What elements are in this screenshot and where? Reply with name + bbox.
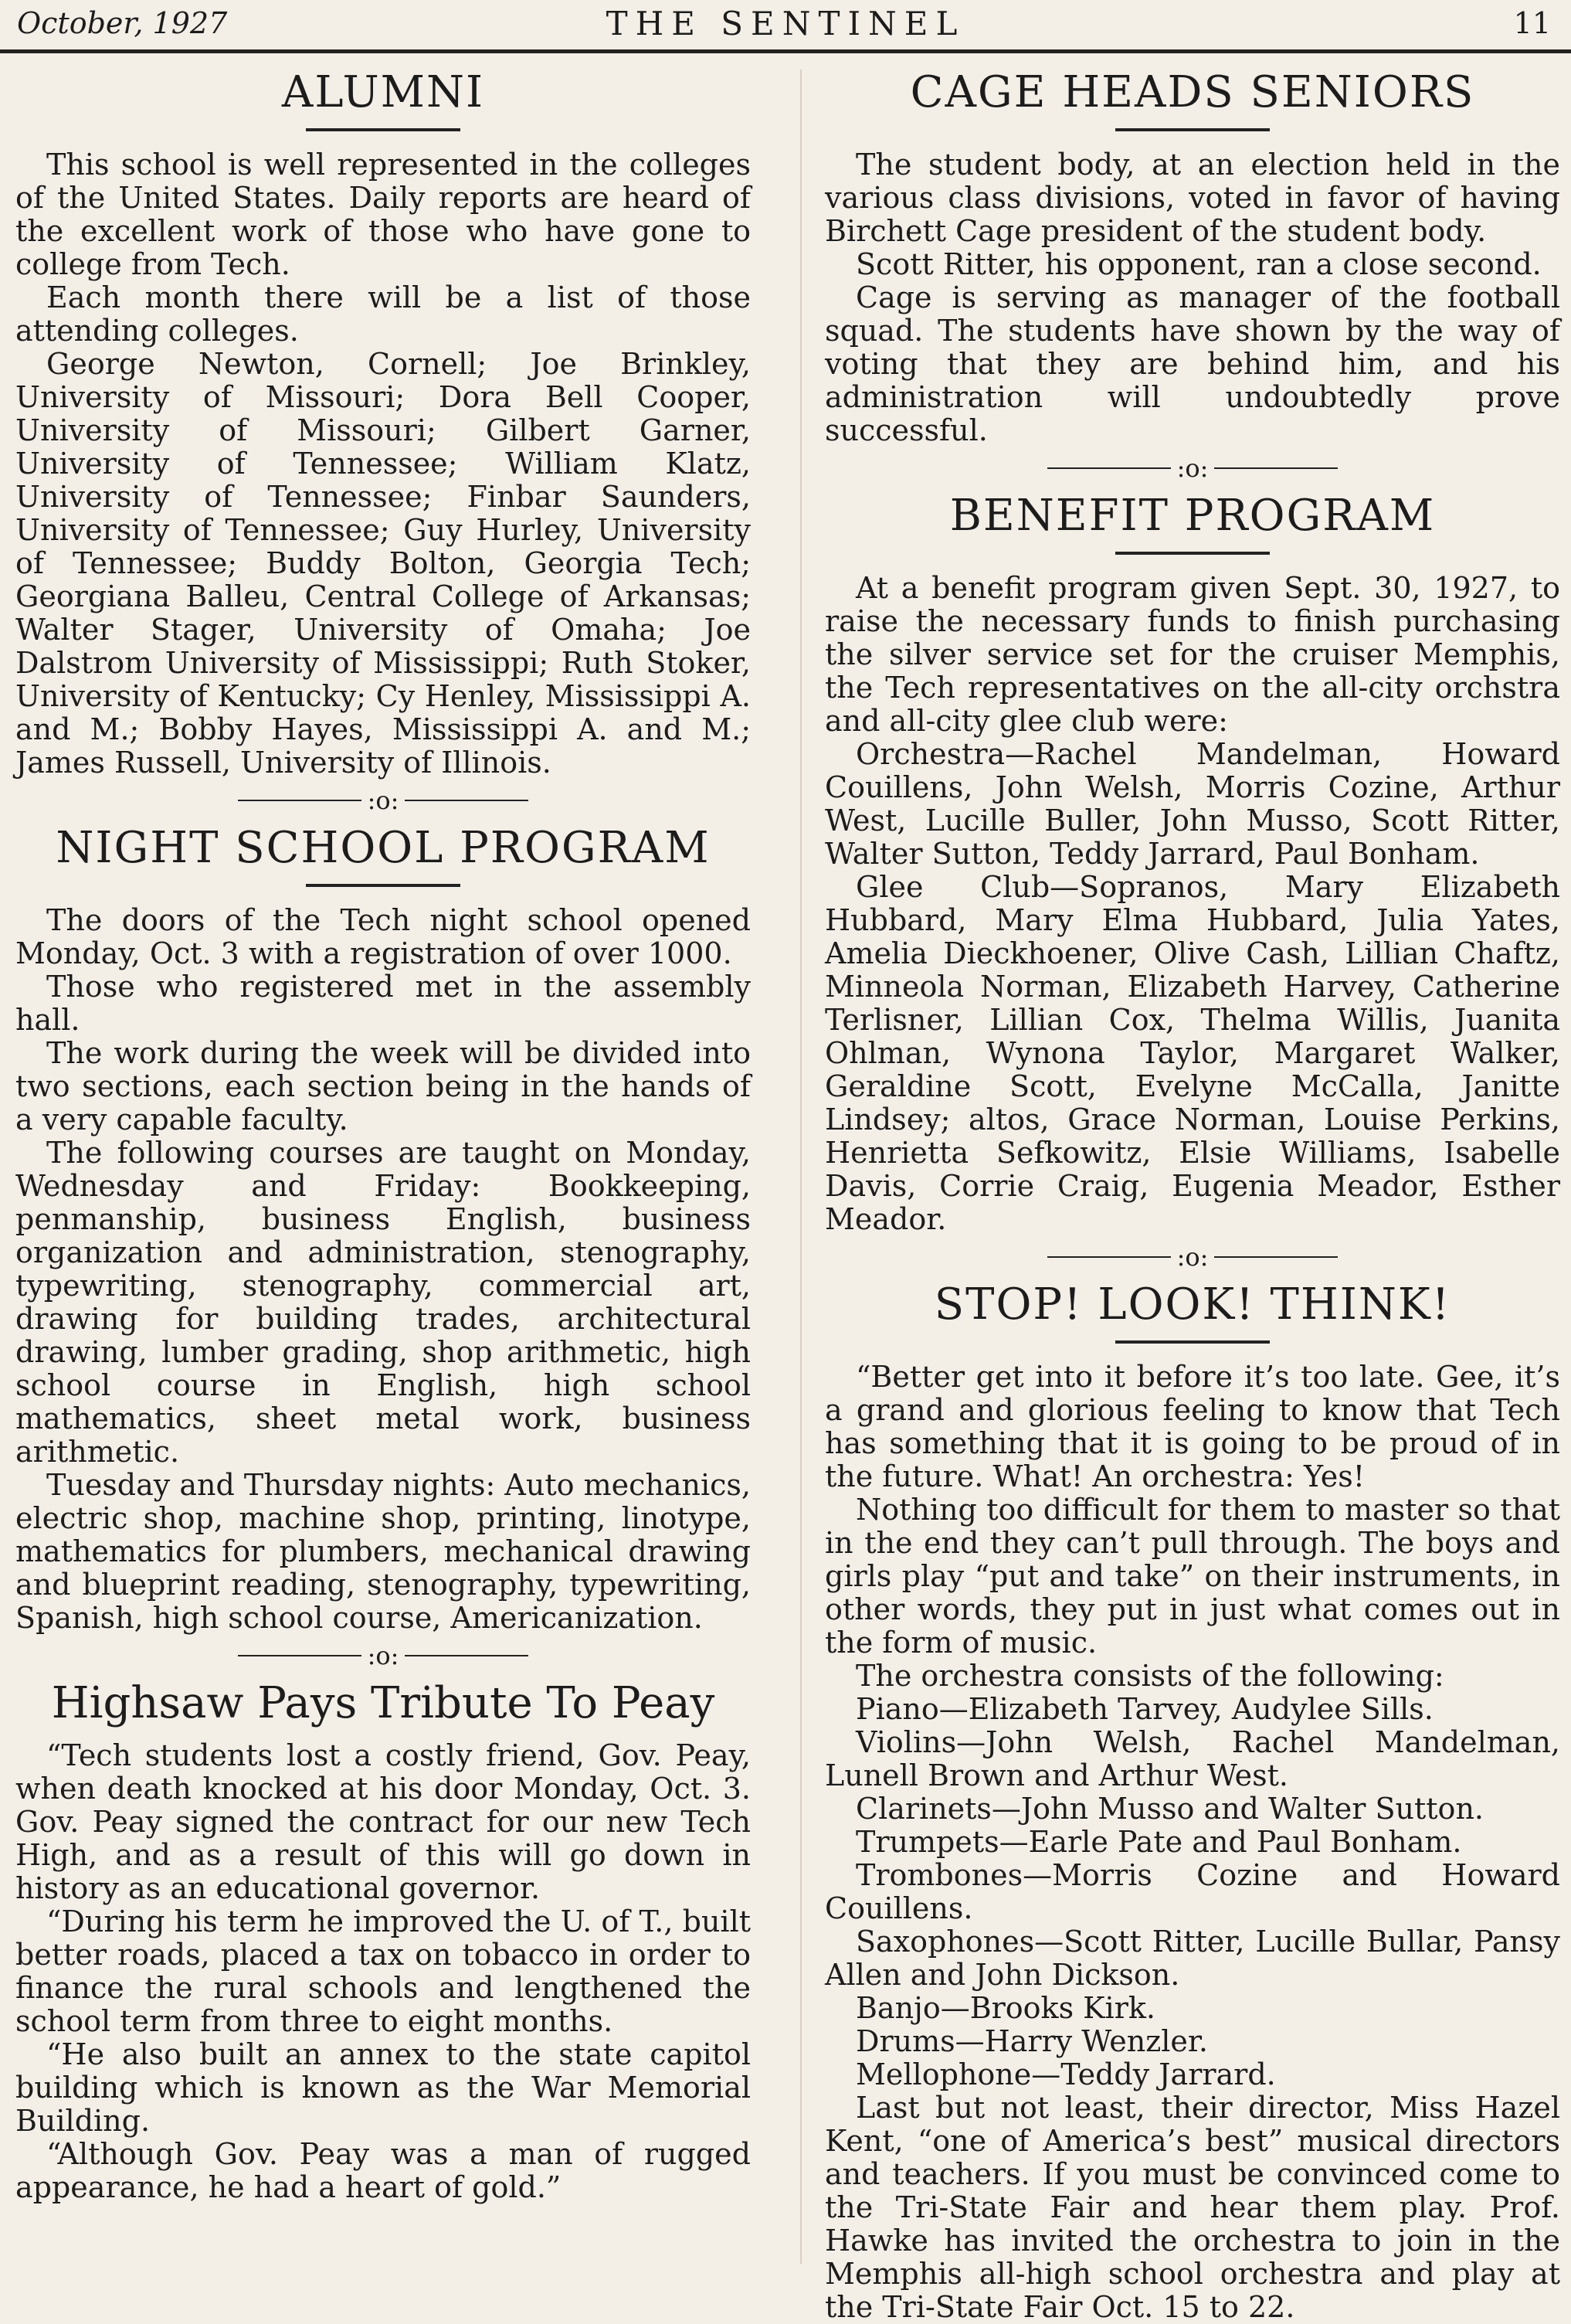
article-title: ALUMNI — [281, 67, 485, 117]
article-paragraph: Violins—John Welsh, Rachel Mandelman, Lunell Brown and Arthur West. — [825, 1725, 1560, 1793]
section-separator: :o: — [15, 783, 751, 816]
article-benefit-program — [825, 491, 1560, 1236]
article-paragraph: Drums—Harry Wenzler. — [856, 2024, 1208, 2059]
article-title: NIGHT SCHOOL PROGRAM — [56, 822, 711, 873]
article-highsaw — [15, 1679, 751, 2204]
article-paragraph: Trombones—Morris Cozine and Howard Couillens. — [825, 1858, 1560, 1926]
article-paragraph: Trumpets—Earle Pate and Paul Bonham. — [856, 1825, 1462, 1860]
article-cage-heads-seniors — [825, 68, 1560, 447]
article-paragraph: Scott Ritter, his opponent, ran a close second. — [856, 247, 1542, 282]
article-paragraph: The orchestra consists of the following: — [856, 1659, 1444, 1694]
article-paragraph: Those who registered met in the assembly hall. — [15, 970, 751, 1038]
title-rule — [306, 128, 460, 131]
article-paragraph: “He also built an annex to the state capitol building which is known as the War Memorial Building. — [15, 2037, 751, 2139]
article-paragraph: Each month there will be a list of those attending colleges. — [15, 280, 751, 348]
article-night-school — [15, 824, 751, 1635]
article-paragraph: The following courses are taught on Monday, Wednesday and Friday: Bookkeeping, penmanship, business English, business organization and administration, stenography, typewriting, stenography, commercial art, drawing for building trades, architectural drawing, lumber grading, shop arithmetic, high school course in English, high school mathematics, sheet metal work, business arithmetic. — [15, 1136, 751, 1469]
article-paragraph: “During his term he improved the U. of T., built better roads, placed a tax on tobacco in order to finance the rural schools and lengthened the school term from three to eight months. — [15, 1904, 751, 2039]
article-paragraph: At a benefit program given Sept. 30, 1927, to raise the necessary funds to finish purchasing the silver service set for the cruiser Memphis, the Tech representatives on the all-city orchstra and all-city glee club were: — [825, 571, 1560, 739]
article-paragraph: “Although Gov. Peay was a man of rugged appearance, he had a heart of gold.” — [15, 2137, 751, 2205]
article-paragraph: Nothing too difficult for them to master so that in the end they can’t pull through. The boys and girls play “put and take” on their instruments, in other words, they put in just what comes out in the form of music. — [825, 1493, 1560, 1660]
title-rule — [306, 884, 460, 887]
article-paragraph: Glee Club—Sopranos, Mary Elizabeth Hubbard, Mary Elma Hubbard, Julia Yates, Amelia Dieckhoener, Olive Cash, Lillian Chaftz, Minneola Norman, Elizabeth Harvey, Catherine Terlisner, Lillian Cox, Thelma Willis, Juanita Ohlman, Wynona Taylor, Margaret Walker, Geraldine Scott, Evelyne McCalla, Janitte Lindsey; altos, Grace Norman, Louise Perkins, Henrietta Sefkowitz, Elsie Williams, Isabelle Davis, Corrie Craig, Eugenia Meador, Esther Meador. — [825, 870, 1560, 1237]
article-paragraph: Cage is serving as manager of the football squad. The students have shown by the way of voting that they are behind him, and his administration will undoubtedly prove successful. — [825, 280, 1560, 448]
section-separator: :o: — [15, 1638, 751, 1671]
article-paragraph: Piano—Elizabeth Tarvey, Audylee Sills. — [856, 1692, 1434, 1727]
article-paragraph: Tuesday and Thursday nights: Auto mechanics, electric shop, machine shop, printing, linotype, mathematics for plumbers, mechanical drawing and blueprint reading, stenography, typewriting, Spanish, high school course, Americanization. — [15, 1468, 751, 1636]
article-stop-look-think — [825, 1280, 1560, 2324]
article-title: STOP! LOOK! THINK! — [934, 1279, 1451, 1330]
article-alumni — [15, 68, 751, 780]
article-paragraph: Mellophone—Teddy Jarrard. — [856, 2057, 1276, 2092]
article-paragraph: Banjo—Brooks Kirk. — [856, 1991, 1155, 2026]
article-paragraph: “Tech students lost a costly friend, Gov. Peay, when death knocked at his door Monday, Oct. 3. Gov. Peay signed the contract for our new Tech High, and as a result of this will go down in history as an educational governor. — [15, 1738, 751, 1906]
issue-date: October, 1927 — [17, 6, 228, 40]
title-rule — [1115, 1340, 1270, 1344]
article-paragraph: The work during the week will be divided into two sections, each section being in the hands of a very capable faculty. — [15, 1036, 751, 1137]
article-paragraph: “Better get into it before it’s too late. Gee, it’s a grand and glorious feeling to know that Tech has something that it is going to be proud of in the future. What! An orchestra: Yes! — [825, 1360, 1560, 1494]
article-paragraph: Saxophones—Scott Ritter, Lucille Bullar, Pansy Allen and John Dickson. — [825, 1925, 1560, 1993]
article-paragraph: The doors of the Tech night school opened Monday, Oct. 3 with a registration of over 1000. — [15, 903, 751, 971]
article-paragraph: Last but not least, their director, Miss Hazel Kent, “one of America’s best” musical directors and teachers. If you must be convinced come to the Tri-State Fair and hear them play. Prof. Hawke has invited the orchestra to join in the Memphis all-high school orchestra and play at the Tri-State Fair Oct. 15 to 22. — [825, 2091, 1560, 2324]
page-number: 11 — [1513, 6, 1551, 40]
article-paragraph: Orchestra—Rachel Mandelman, Howard Couillens, John Welsh, Morris Cozine, Arthur West, Lucille Buller, John Musso, Scott Ritter, Walter Sutton, Teddy Jarrard, Paul Bonham. — [825, 737, 1560, 872]
article-title: Highsaw Pays Tribute To Peay — [51, 1677, 715, 1728]
article-paragraph: The student body, at an election held in the various class divisions, voted in favor of having Birchett Cage president of the student body. — [825, 148, 1560, 249]
section-separator: :o: — [825, 450, 1560, 484]
article-title: BENEFIT PROGRAM — [949, 490, 1436, 541]
left-column — [15, 68, 751, 2204]
column-divider — [800, 70, 802, 2264]
title-rule — [1115, 552, 1270, 555]
article-title: CAGE HEADS SENIORS — [910, 67, 1475, 117]
article-paragraph: George Newton, Cornell; Joe Brinkley, University of Missouri; Dora Bell Cooper, University of Missouri; Gilbert Garner, University of Tennessee; William Klatz, University of Tennessee; Finbar Saunders, University of Tennessee; Guy Hurley, University of Tennessee; Buddy Bolton, Georgia Tech; Georgiana Balleu, Central College of Arkansas; Walter Stager, University of Omaha; Joe Dalstrom University of Mississippi; Ruth Stoker, University of Kentucky; Cy Henley, Mississippi A. and M.; Bobby Hayes, Mississippi A. and M.; James Russell, University of Illinois. — [15, 347, 751, 780]
article-paragraph: This school is well represented in the colleges of the United States. Daily reports are heard of the excellent work of those who have gone to college from Tech. — [15, 148, 751, 282]
article-paragraph: Clarinets—John Musso and Walter Sutton. — [856, 1792, 1484, 1826]
right-column — [825, 68, 1560, 2324]
page-header — [0, 0, 1571, 53]
publication-title: THE SENTINEL — [606, 5, 965, 42]
section-separator: :o: — [825, 1239, 1560, 1272]
title-rule — [1115, 128, 1270, 131]
